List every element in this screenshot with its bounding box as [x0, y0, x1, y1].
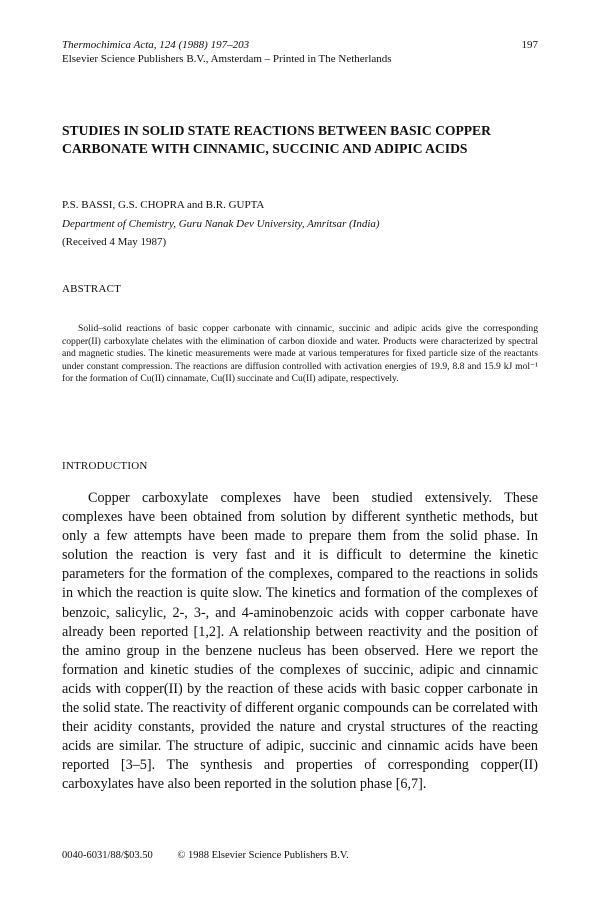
introduction-text: Copper carboxylate complexes have been studied extensively. These complexes have been obtained from solution by different synthetic methods, but only a few attempts have been made to prepare them from the solid phase. In solution the reaction is very fast and it is difficult to determine the kinetic parameters for the formation of the complexes, compared to the reactions in solids in which the reaction is quite slow. The kinetics and formation of the complexes of benzoic, salicylic, 2-, 3-, and 4-aminobenzoic acids with copper carbonate have already been reported [1,2]. A relationship between reactivity and the position of the amino group in the benzene nucleus has been observed. Here we report the formation and kinetic studies of the complexes of succinic, adipic and cinnamic acids with copper(II) by the reaction of these acids with basic copper carbonate in the solid state. The reactivity of different organic compounds can be correlated with their acidity constants, provided the nature and crystal structures of the reacting acids are similar. The structure of adipic, succinic and cinnamic acids have been reported [3–5]. The synthesis and properties of corresponding copper(II) carboxylates have also been reported in the solution phase [6,7]. — [62, 490, 538, 793]
introduction-heading: INTRODUCTION — [62, 460, 148, 472]
footer — [62, 850, 349, 861]
abstract-heading: ABSTRACT — [62, 283, 122, 295]
article-title: STUDIES IN SOLID STATE REACTIONS BETWEEN BASIC COPPER CARBONATE WITH CINNAMIC, SUCCINIC AND ADIPIC ACIDS — [62, 123, 491, 156]
copyright-notice: © 1988 Elsevier Science Publishers B.V. — [177, 850, 349, 861]
author-affiliation: Department of Chemistry, Guru Nanak Dev University, Amritsar (India) — [62, 218, 380, 230]
issn-price-code: 0040-6031/88/$03.50 — [62, 850, 153, 861]
article-authors: P.S. BASSI, G.S. CHOPRA and B.R. GUPTA — [62, 199, 265, 211]
received-date: (Received 4 May 1987) — [62, 236, 167, 248]
page-number: 197 — [521, 39, 538, 51]
journal-citation: Thermochimica Acta, 124 (1988) 197–203 — [62, 39, 250, 51]
publisher-line: Elsevier Science Publishers B.V., Amsterdam – Printed in The Netherlands — [62, 53, 392, 65]
abstract-text: Solid–solid reactions of basic copper carbonate with cinnamic, succinic and adipic acids give the corresponding copper(II) carboxylate chelates with the elimination of carbon dioxide and water. Products were characterized by spectral and magnetic studies. The kinetic measurements were made at various temperatures for fixed particle size of the reactants under constant compression. The reactions are diffusion controlled with activation energies of 19.9, 8.8 and 15.9 kJ mol⁻¹ for the formation of Cu(II) cinnamate, Cu(II) succinate and Cu(II) adipate, respectively. — [62, 323, 538, 385]
